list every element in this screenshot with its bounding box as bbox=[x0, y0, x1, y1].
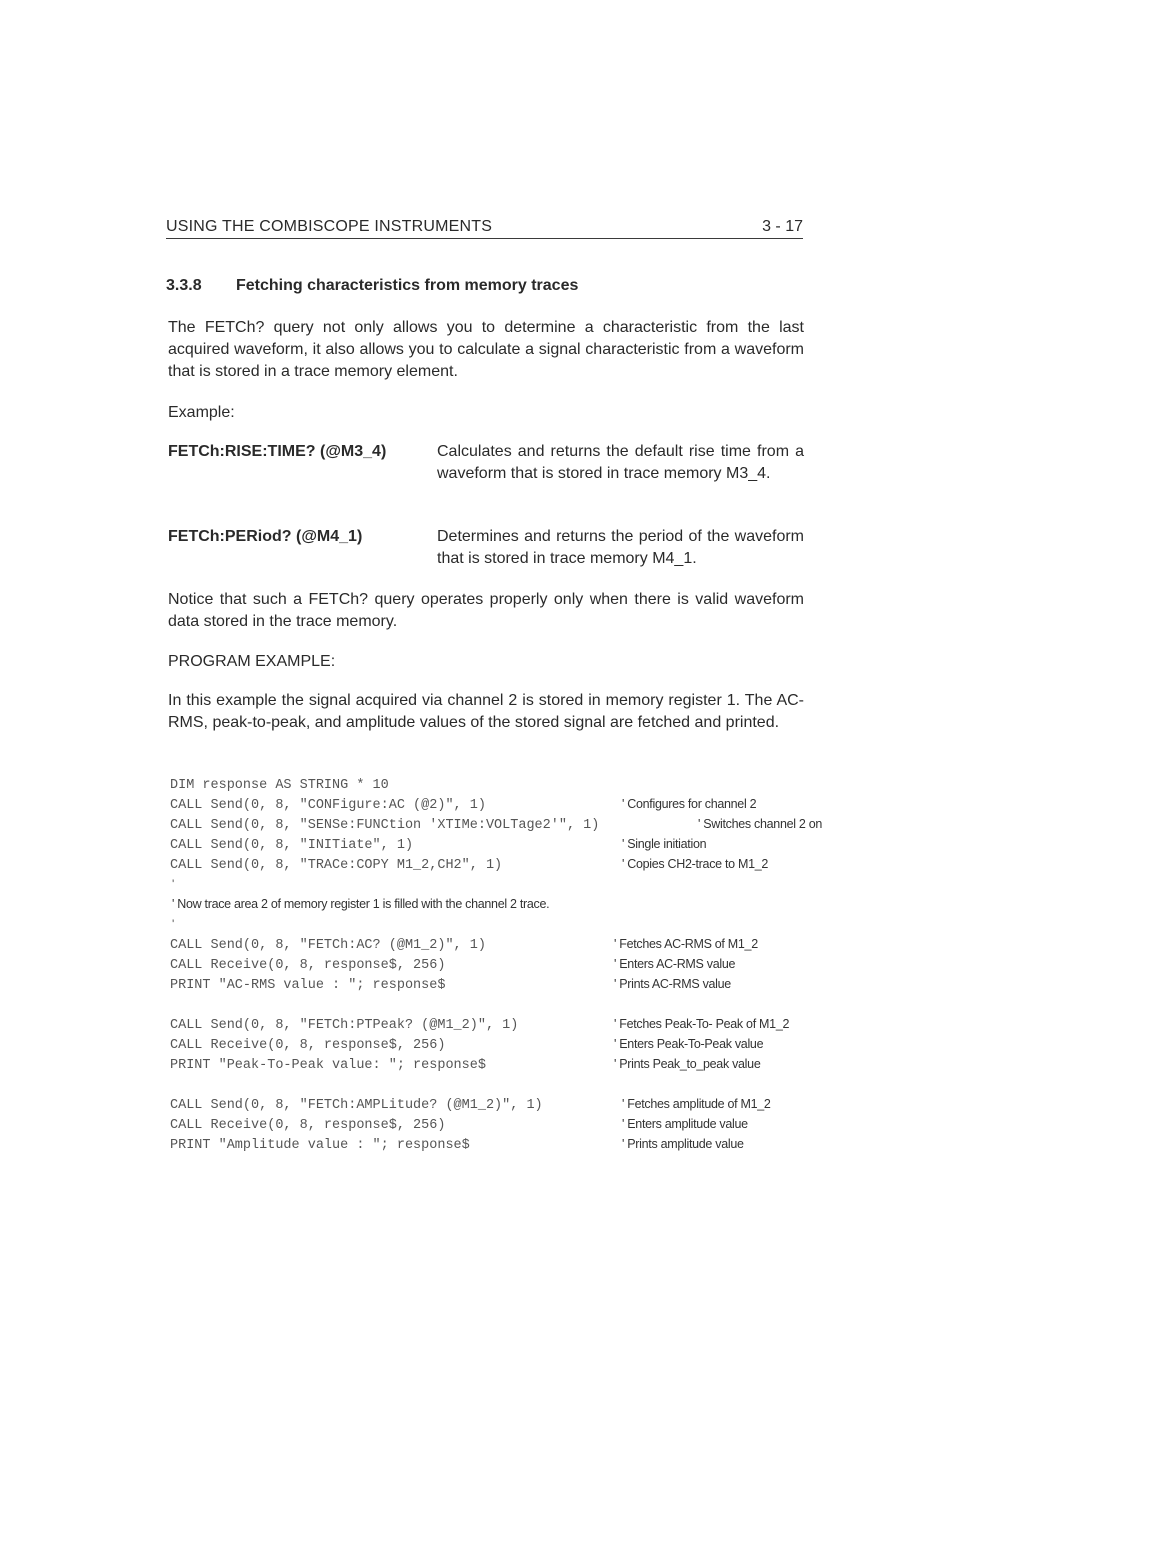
code-comment: ' Fetches amplitude of M1_2 bbox=[622, 1097, 771, 1111]
code-comment: ' Prints Peak_to_peak value bbox=[614, 1057, 761, 1071]
code-comment: ' Enters AC-RMS value bbox=[614, 957, 736, 971]
code-line: CALL Receive(0, 8, response$, 256) bbox=[170, 958, 446, 973]
code-line: CALL Send(0, 8, "SENSe:FUNCtion 'XTIMe:VOLTage2'", 1) bbox=[170, 818, 600, 833]
code-line: CALL Send(0, 8, "FETCh:AMPLitude? (@M1_2)", 1) bbox=[170, 1098, 543, 1113]
code-line: CALL Send(0, 8, "FETCh:AC? (@M1_2)", 1) bbox=[170, 938, 486, 953]
code-comment: ' Fetches AC-RMS of M1_2 bbox=[614, 937, 758, 951]
example-label: Example: bbox=[168, 404, 235, 421]
program-intro-paragraph: In this example the signal acquired via channel 2 is stored in memory register 1. The AC-RMS, peak-to-peak, and amplitude values of the stored signal are fetched and printed. bbox=[168, 692, 804, 731]
section-number: 3.3.8 bbox=[166, 277, 202, 294]
code-comment-tick: ' bbox=[172, 917, 175, 931]
code-comment: ' Enters amplitude value bbox=[622, 1117, 748, 1131]
notice-paragraph: Notice that such a FETCh? query operates properly only when there is valid waveform data stored in the trace memory. bbox=[168, 591, 804, 630]
code-line: CALL Receive(0, 8, response$, 256) bbox=[170, 1118, 446, 1133]
code-comment: ' Fetches Peak-To- Peak of M1_2 bbox=[614, 1017, 790, 1031]
running-title: USING THE COMBISCOPE INSTRUMENTS bbox=[166, 218, 493, 235]
code-line: PRINT "Amplitude value : "; response$ bbox=[170, 1138, 470, 1153]
code-line: PRINT "Peak-To-Peak value: "; response$ bbox=[170, 1058, 486, 1073]
code-note: ' Now trace area 2 of memory register 1 is filled with the channel 2 trace. bbox=[172, 897, 550, 911]
command-rise-time-description: Calculates and returns the default rise time from a waveform that is stored in trace memory M3_4. bbox=[437, 443, 804, 482]
code-line: CALL Send(0, 8, "INITiate", 1) bbox=[170, 838, 414, 853]
program-example-label: PROGRAM EXAMPLE: bbox=[168, 653, 336, 670]
code-line: CALL Receive(0, 8, response$, 256) bbox=[170, 1038, 446, 1053]
code-line: DIM response AS STRING * 10 bbox=[170, 778, 389, 793]
code-line: CALL Send(0, 8, "CONFigure:AC (@2)", 1) bbox=[170, 798, 486, 813]
code-line: PRINT "AC-RMS value : "; response$ bbox=[170, 978, 446, 993]
intro-paragraph: The FETCh? query not only allows you to determine a characteristic from the last acquired waveform, it also allows you to calculate a signal characteristic from a waveform that is stored in a trace memory element. bbox=[168, 319, 804, 380]
page-header bbox=[166, 216, 803, 239]
code-comment: ' Prints AC-RMS value bbox=[614, 977, 731, 991]
code-comment: ' Prints amplitude value bbox=[622, 1137, 744, 1151]
code-comment-tick: ' bbox=[172, 877, 175, 891]
command-period-description: Determines and returns the period of the waveform that is stored in trace memory M4_1. bbox=[437, 528, 804, 567]
section-heading bbox=[166, 277, 578, 295]
command-rise-time: FETCh:RISE:TIME? (@M3_4) bbox=[168, 443, 387, 460]
page-number: 3 - 17 bbox=[762, 218, 803, 235]
code-comment: ' Enters Peak-To-Peak value bbox=[614, 1037, 764, 1051]
code-comment: ' Configures for channel 2 bbox=[622, 797, 757, 811]
code-comment: ' Switches channel 2 on bbox=[698, 817, 823, 831]
code-comment: ' Copies CH2-trace to M1_2 bbox=[622, 857, 769, 871]
code-line: CALL Send(0, 8, "FETCh:PTPeak? (@M1_2)", 1) bbox=[170, 1018, 519, 1033]
code-line: CALL Send(0, 8, "TRACe:COPY M1_2,CH2", 1) bbox=[170, 858, 503, 873]
code-comment: ' Single initiation bbox=[622, 837, 707, 851]
section-title: Fetching characteristics from memory traces bbox=[236, 277, 579, 294]
command-period: FETCh:PERiod? (@M4_1) bbox=[168, 528, 363, 545]
